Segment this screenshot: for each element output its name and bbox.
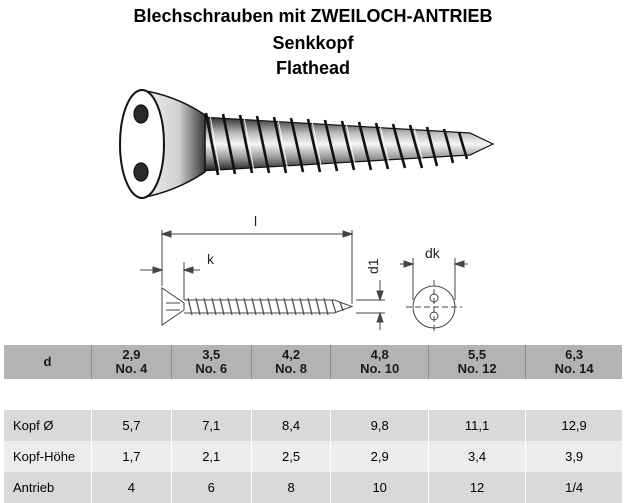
table-row [4, 410, 622, 441]
row-label: Kopf Ø [4, 410, 92, 441]
header-no: No. 8 [275, 361, 307, 376]
table-cell: 1,7 [92, 441, 172, 472]
row-label: Antrieb [4, 472, 92, 503]
table-header-row [4, 345, 622, 379]
header-size: 5,5 [468, 347, 487, 362]
header-no: No. 6 [195, 361, 228, 376]
table-row [4, 441, 622, 472]
header-no: No. 14 [554, 361, 594, 376]
header-col-2 [171, 345, 251, 379]
header-size: 4,2 [282, 347, 301, 362]
dim-label-d1: d1 [365, 258, 381, 274]
header-size: 2,9 [122, 347, 141, 362]
table-cell: 1/4 [526, 472, 622, 503]
screw-photo [120, 90, 493, 198]
title-line-3: Flathead [275, 58, 350, 78]
header-no: No. 12 [457, 361, 497, 376]
header-size: 3,5 [202, 347, 221, 362]
table-row [4, 472, 622, 503]
header-col-3 [251, 345, 331, 379]
title-line-2: Senkkopf [272, 33, 354, 53]
row-label: Kopf-Höhe [4, 441, 92, 472]
table-cell: 10 [331, 472, 428, 503]
table-cell: 3,4 [428, 441, 525, 472]
technical-drawing [140, 230, 468, 334]
table-cell: 7,1 [171, 410, 251, 441]
header-no: No. 10 [360, 361, 400, 376]
header-col-6 [526, 345, 622, 379]
table-cell: 2,9 [331, 441, 428, 472]
header-no: No. 4 [115, 361, 148, 376]
dim-label-l: l [254, 213, 258, 229]
header-col-4 [331, 345, 428, 379]
spec-table [4, 345, 622, 503]
header-corner: d [4, 345, 92, 379]
table-cell: 3,9 [526, 441, 622, 472]
title-line-1: Blechschrauben mit ZWEILOCH-ANTRIEB [133, 6, 493, 26]
table-cell: 2,1 [171, 441, 251, 472]
header-size: 6,3 [565, 347, 584, 362]
dim-label-k: k [207, 251, 214, 267]
header-size: 4,8 [370, 347, 389, 362]
table-cell: 12,9 [526, 410, 622, 441]
header-col-1 [92, 345, 172, 379]
table-cell: 5,7 [92, 410, 172, 441]
drive-hole-bottom-icon [134, 163, 148, 181]
table-cell: 4 [92, 472, 172, 503]
table-cell: 2,5 [251, 441, 331, 472]
table-cell: 8,4 [251, 410, 331, 441]
table-cell: 8 [251, 472, 331, 503]
table-cell: 9,8 [331, 410, 428, 441]
dim-label-dk: dk [425, 245, 440, 261]
table-cell: 12 [428, 472, 525, 503]
drive-hole-top-icon [134, 105, 148, 123]
table-cell: 11,1 [428, 410, 525, 441]
table-cell: 6 [171, 472, 251, 503]
header-col-5 [428, 345, 525, 379]
